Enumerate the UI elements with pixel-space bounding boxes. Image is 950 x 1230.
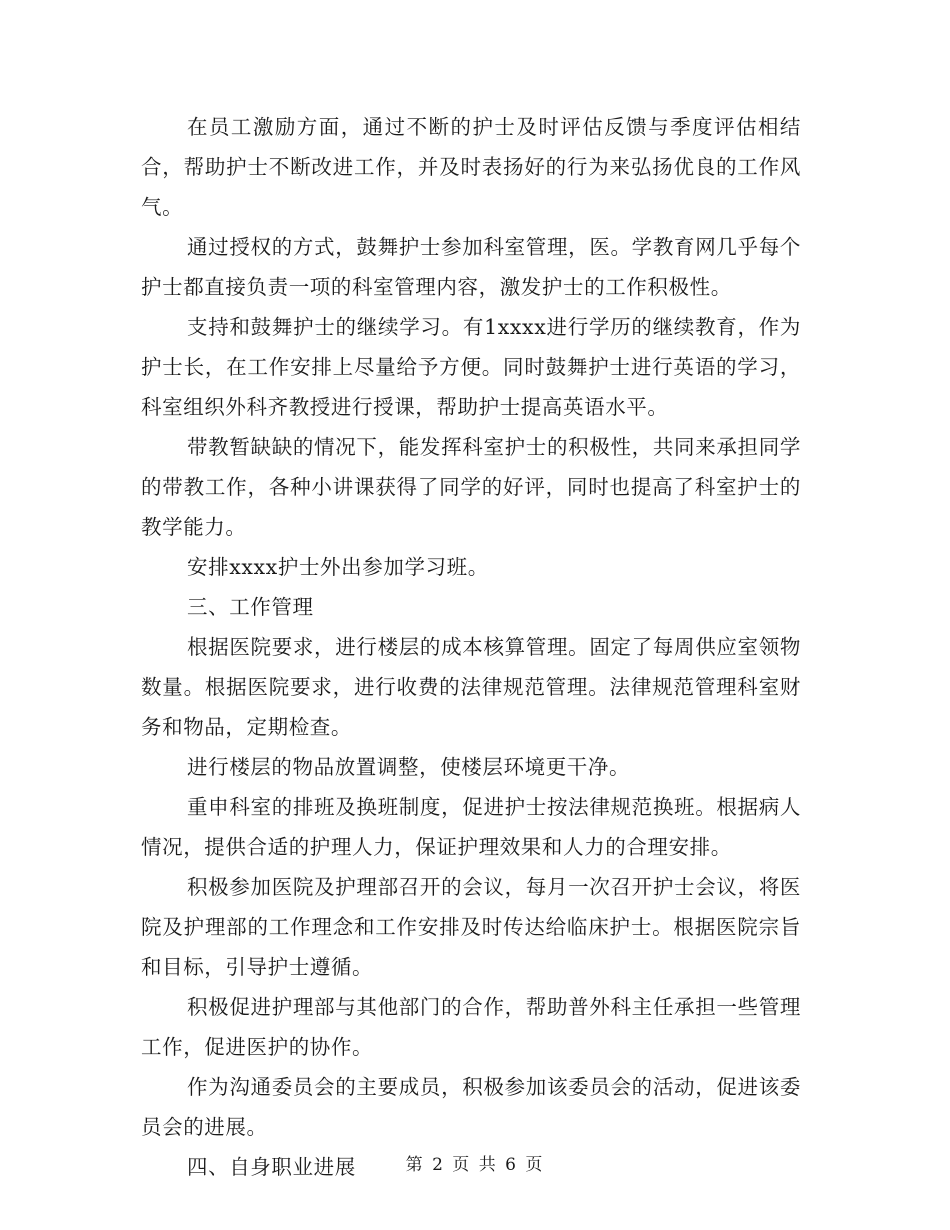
paragraph-teaching: 带教暂缺缺的情况下，能发挥科室护士的积极性，共同来承担同学的带教工作，各种小讲课获得了同学的好评，同时也提高了科室护士的教学能力。	[141, 435, 801, 539]
paragraph-authorization: 通过授权的方式，鼓舞护士参加科室管理，医。学教育网几乎每个护士都直接负责一项的科室管理内容，激发护士的工作积极性。	[141, 235, 801, 299]
paragraph-scheduling: 重申科室的排班及换班制度，促进护士按法律规范换班。根据病人情况，提供合适的护理人力，保证护理效果和人力的合理安排。	[141, 795, 801, 859]
paragraph-meetings: 积极参加医院及护理部召开的会议，每月一次召开护士会议，将医院及护理部的工作理念和工作安排及时传达给临床护士。根据医院宗旨和目标，引导护士遵循。	[141, 875, 801, 979]
paragraph-cooperation: 积极促进护理部与其他部门的合作，帮助普外科主任承担一些管理工作，促进医护的协作。	[141, 995, 801, 1059]
paragraph-item-placement: 进行楼层的物品放置调整，使楼层环境更干净。	[187, 755, 631, 779]
section-heading-career-development: 四、自身职业进展	[187, 1155, 356, 1179]
paragraph-committee: 作为沟通委员会的主要成员，积极参加该委员会的活动，促进该委员会的进展。	[141, 1075, 801, 1139]
document-body	[141, 107, 801, 1187]
paragraph-training-class: 安排xxxx护士外出参加学习班。	[187, 555, 489, 579]
paragraph-cost-accounting: 根据医院要求，进行楼层的成本核算管理。固定了每周供应室领物数量。根据医院要求，进行收费的法律规范管理。法律规范管理科室财务和物品，定期检查。	[141, 635, 801, 739]
section-heading-work-management: 三、工作管理	[187, 595, 314, 619]
paragraph-continuing-education: 支持和鼓舞护士的继续学习。有1xxxx进行学历的继续教育，作为护士长，在工作安排上尽量给予方便。同时鼓舞护士进行英语的学习，科室组织外科齐教授进行授课，帮助护士提高英语水平。	[141, 315, 801, 419]
page-number-footer: 第 2 页 共 6 页	[405, 1155, 545, 1175]
paragraph-staff-incentive: 在员工激励方面，通过不断的护士及时评估反馈与季度评估相结合，帮助护士不断改进工作，并及时表扬好的行为来弘扬优良的工作风气。	[141, 115, 801, 219]
